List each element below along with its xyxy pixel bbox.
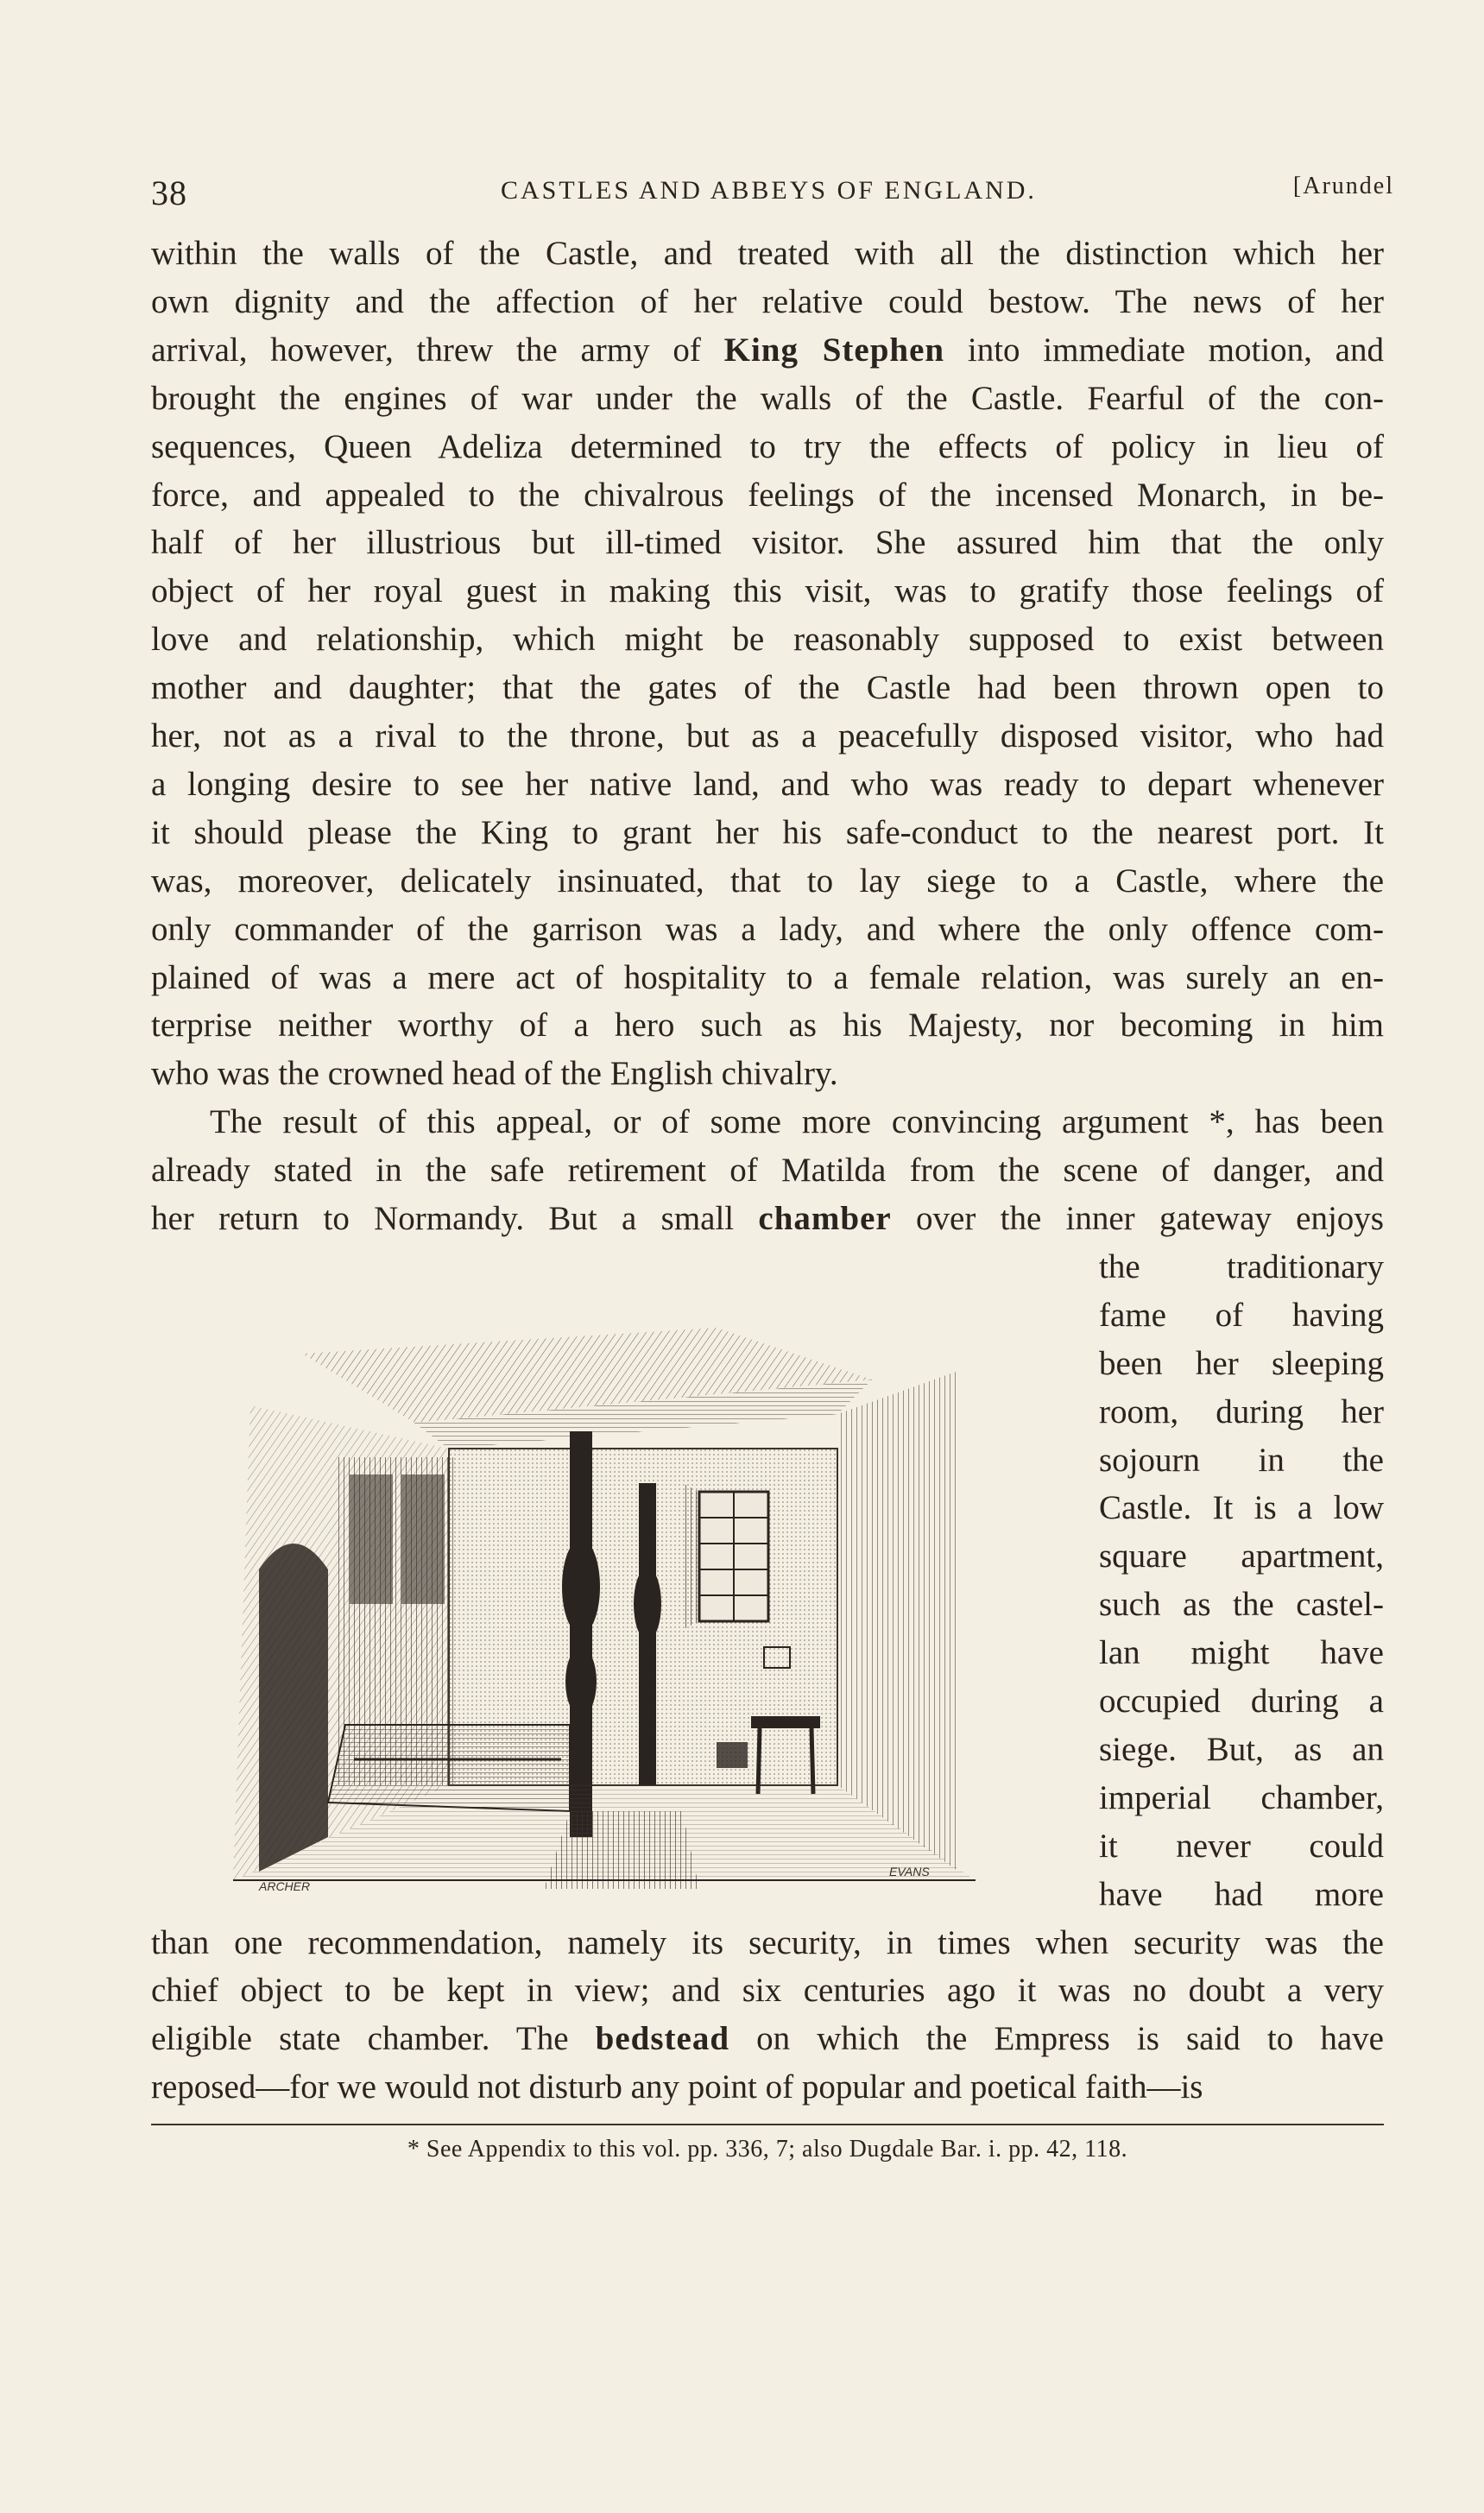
text-line: it never could [1099, 1827, 1384, 1865]
text-line: the traditionary [1099, 1247, 1384, 1285]
text-line: her, not as a rival to the throne, but as a peacefully disposed visitor, who had [151, 717, 1384, 755]
section-tag: [Arundel [1292, 173, 1394, 199]
text-line: have had more [1099, 1875, 1384, 1913]
text-segment: on which the Empress is said to have [729, 2020, 1384, 2058]
running-title: CASTLES AND ABBEYS OF ENGLAND. [501, 176, 1037, 205]
text-segment: into immediate motion, and [944, 331, 1384, 369]
text-line: own dignity and the affection of her relative could bestow. The news of her [151, 282, 1384, 320]
text-line: force, and appealed to the chivalrous feelings of the incensed Monarch, in be- [151, 476, 1384, 514]
text-line: room, during her [1099, 1392, 1384, 1430]
text-line: sequences, Queen Adeliza determined to try the effects of policy in lieu of [151, 427, 1384, 465]
text-line: such as the castel- [1099, 1586, 1384, 1624]
text-line: half of her illustrious but ill-timed visitor. She assured him that the only [151, 524, 1384, 562]
engraver-signature-right: EVANS [889, 1865, 930, 1878]
text-line [151, 326, 1384, 375]
text-line: only commander of the garrison was a lady, and where the only offence com- [151, 910, 1384, 948]
chamber-engraving [199, 1276, 1062, 1897]
text-line: mother and daughter; that the gates of the Castle had been thrown open to [151, 669, 1384, 707]
page-header [151, 173, 1394, 216]
page-number: 38 [151, 174, 187, 212]
text-line: reposed—for we would not disturb any point of popular and poetical faith—is [151, 2068, 1203, 2106]
text-line: a longing desire to see her native land, and who was ready to depart whenever [151, 765, 1384, 803]
text-line: brought the engines of war under the walls of the Castle. Fearful of the con- [151, 379, 1384, 417]
text-line: who was the crowned head of the English chivalry. [151, 1055, 838, 1093]
text-line: it should please the King to grant her his safe-conduct to the nearest port. It [151, 813, 1384, 851]
text-line: The result of this appeal, or of some more convincing argument *, has been [210, 1103, 1384, 1141]
footnote-rule [151, 2124, 1384, 2125]
text-line [151, 2015, 1384, 2063]
text-line: chief object to be kept in view; and six centuries ago it was no doubt a very [151, 1972, 1384, 2010]
text-line: sojourn in the [1099, 1441, 1384, 1479]
text-line: siege. But, as an [1099, 1730, 1384, 1768]
text-line [151, 1195, 1384, 1243]
text-line: been her sleeping [1099, 1344, 1384, 1382]
text-line: Castle. It is a low [1099, 1489, 1384, 1527]
blackletter-phrase: King Stephen [723, 331, 945, 369]
engraver-signature-left: ARCHER [259, 1879, 311, 1893]
text-line: was, moreover, delicately insinuated, that to lay siege to a Castle, where the [151, 862, 1384, 900]
text-segment: over the inner gateway enjoys [891, 1200, 1384, 1237]
text-line: imperial chamber, [1099, 1778, 1384, 1816]
text-line: lan might have [1099, 1634, 1384, 1672]
text-line: already stated in the safe retirement of Matilda from the scene of danger, and [151, 1152, 1384, 1190]
footnote: * See Appendix to this vol. pp. 336, 7; also Dugdale Bar. i. pp. 42, 118. [407, 2136, 1128, 2163]
blackletter-phrase: bedstead [595, 2020, 730, 2058]
text-segment: her return to Normandy. But a small [151, 1200, 759, 1237]
text-segment: arrival, however, threw the army of [151, 331, 724, 369]
text-line: within the walls of the Castle, and treated with all the distinction which her [151, 235, 1384, 272]
text-line: square apartment, [1099, 1537, 1384, 1575]
text-segment: eligible state chamber. The [151, 2020, 596, 2058]
blackletter-phrase: chamber [758, 1200, 892, 1237]
text-line: love and relationship, which might be reasonably supposed to exist between [151, 621, 1384, 659]
text-line: occupied during a [1099, 1683, 1384, 1720]
text-line: terprise neither worthy of a hero such as his Majesty, nor becoming in him [151, 1007, 1384, 1045]
text-line: plained of was a mere act of hospitality to a female relation, was surely an en- [151, 958, 1384, 996]
text-line: object of her royal guest in making this visit, was to gratify those feelings of [151, 572, 1384, 610]
text-line: than one recommendation, namely its security, in times when security was the [151, 1923, 1384, 1961]
text-line: fame of having [1099, 1296, 1384, 1334]
